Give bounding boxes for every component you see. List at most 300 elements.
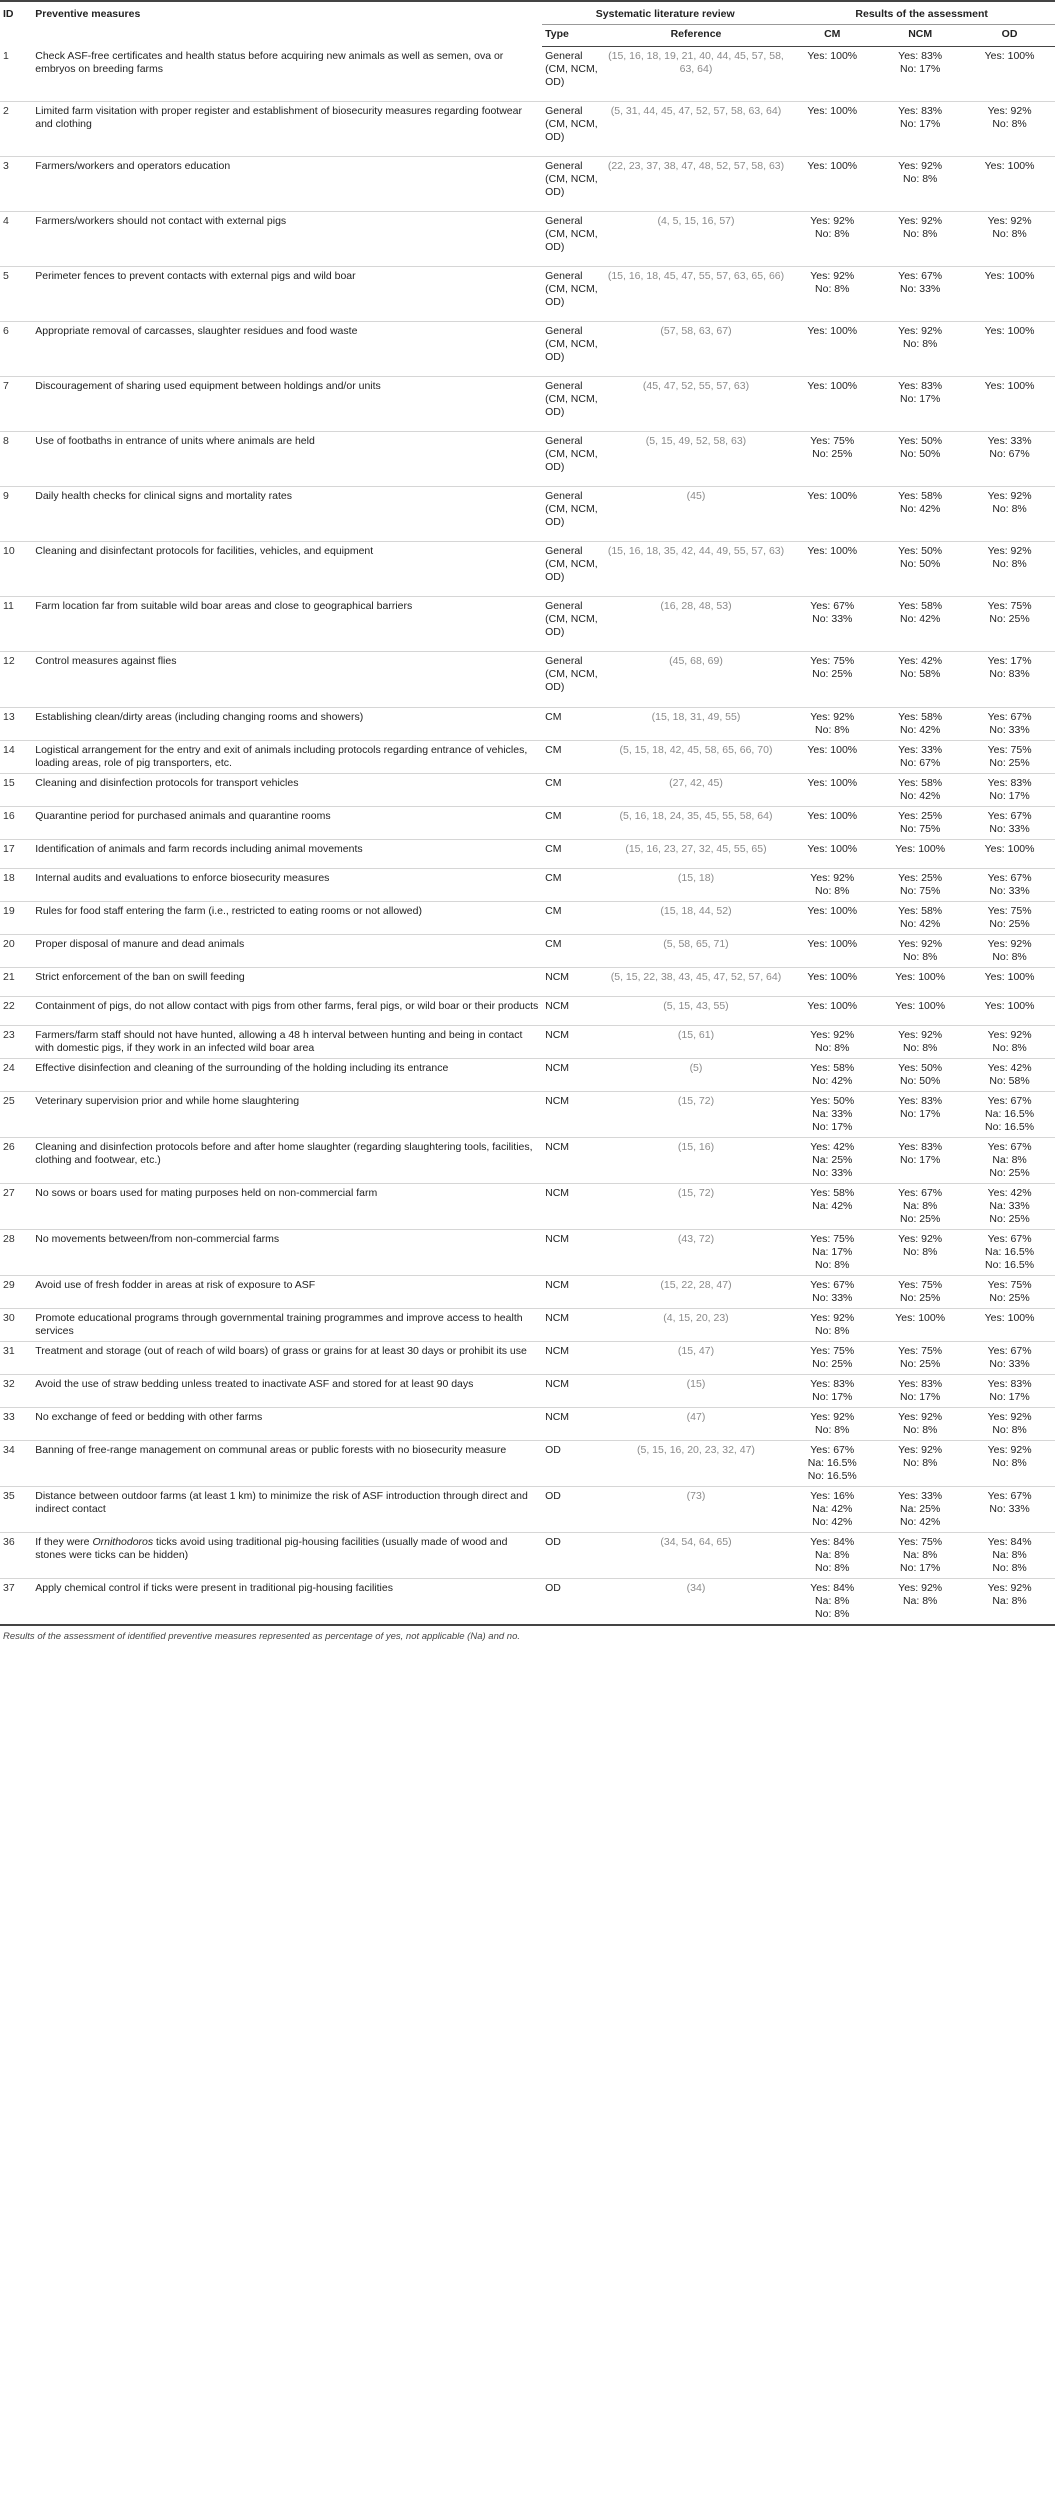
result-ncm	[876, 1342, 964, 1375]
result-value: No: 8%	[815, 1424, 850, 1436]
result-value: Na: 8%	[992, 1549, 1027, 1561]
measure-type: General (CM, NCM, OD)	[542, 377, 604, 432]
preventive-measure: Limited farm visitation with proper register and establishment of biosecurity measures regarding footwear and clothing	[32, 102, 542, 157]
result-cm	[788, 377, 876, 432]
table-row	[0, 968, 1055, 997]
row-id: 35	[0, 1487, 32, 1533]
row-id: 20	[0, 935, 32, 968]
result-cm	[788, 1342, 876, 1375]
result-value: Yes: 92%	[987, 1411, 1032, 1423]
preventive-measure: No sows or boars used for mating purposes held on non-commercial farm	[32, 1184, 542, 1230]
result-cm	[788, 1184, 876, 1230]
result-value: No: 8%	[992, 228, 1027, 240]
result-cm	[788, 157, 876, 212]
table-row	[0, 267, 1055, 322]
result-value: Yes: 100%	[807, 744, 858, 756]
measure-type: CM	[542, 935, 604, 968]
result-od	[964, 869, 1055, 902]
result-od	[964, 1276, 1055, 1309]
result-cm	[788, 597, 876, 652]
references: (15, 47)	[604, 1342, 789, 1375]
row-id: 24	[0, 1059, 32, 1092]
result-ncm	[876, 807, 964, 840]
table-row	[0, 1309, 1055, 1342]
row-id: 30	[0, 1309, 32, 1342]
result-value: Na: 8%	[815, 1595, 850, 1607]
result-value: No: 33%	[989, 724, 1030, 736]
result-od	[964, 432, 1055, 487]
result-value: No: 17%	[812, 1121, 853, 1133]
result-value: Yes: 100%	[984, 270, 1035, 282]
result-value: Yes: 75%	[810, 1345, 855, 1357]
table-row	[0, 1092, 1055, 1138]
references: (15, 16, 18, 19, 21, 40, 44, 45, 57, 58, 63, 64)	[604, 47, 789, 102]
result-value: Yes: 92%	[810, 1411, 855, 1423]
result-cm	[788, 1026, 876, 1059]
result-value: No: 42%	[900, 503, 941, 515]
row-id: 7	[0, 377, 32, 432]
preventive-measure: Avoid the use of straw bedding unless treated to inactivate ASF and stored for at least 90 days	[32, 1375, 542, 1408]
result-ncm	[876, 47, 964, 102]
result-value: No: 58%	[989, 1075, 1030, 1087]
result-value: Yes: 75%	[898, 1279, 943, 1291]
result-value: Yes: 67%	[987, 1233, 1032, 1245]
row-id: 11	[0, 597, 32, 652]
result-value: Yes: 50%	[898, 1062, 943, 1074]
result-ncm	[876, 487, 964, 542]
preventive-measure: Rules for food staff entering the farm (i.e., restricted to eating rooms or not allowed)	[32, 902, 542, 935]
result-value: No: 8%	[992, 1042, 1027, 1054]
result-value: Yes: 42%	[987, 1187, 1032, 1199]
result-ncm	[876, 1184, 964, 1230]
result-value: No: 16.5%	[985, 1121, 1035, 1133]
result-value: Yes: 16%	[810, 1490, 855, 1502]
result-cm	[788, 267, 876, 322]
result-value: Yes: 92%	[810, 270, 855, 282]
result-cm	[788, 1408, 876, 1441]
result-cm	[788, 840, 876, 869]
result-value: Yes: 67%	[987, 872, 1032, 884]
references: (5)	[604, 1059, 789, 1092]
references: (34)	[604, 1579, 789, 1626]
result-value: No: 67%	[900, 757, 941, 769]
result-value: No: 17%	[900, 118, 941, 130]
result-value: No: 8%	[902, 338, 938, 350]
measure-type: NCM	[542, 1309, 604, 1342]
result-cm	[788, 935, 876, 968]
table-row	[0, 102, 1055, 157]
result-value: Na: 16.5%	[985, 1246, 1035, 1258]
result-ncm	[876, 157, 964, 212]
measure-type: CM	[542, 708, 604, 741]
result-value: Yes: 92%	[987, 545, 1032, 557]
result-value: Yes: 92%	[987, 215, 1032, 227]
row-id: 25	[0, 1092, 32, 1138]
row-id: 5	[0, 267, 32, 322]
table-row	[0, 1487, 1055, 1533]
measure-text-part: Ornithodoros	[92, 1536, 154, 1548]
table-row	[0, 1276, 1055, 1309]
result-value: No: 25%	[989, 918, 1030, 930]
result-value: Yes: 92%	[898, 325, 943, 337]
result-value: Na: 8%	[992, 1154, 1027, 1166]
header-results-group: Results of the assessment	[788, 1, 1055, 25]
result-ncm	[876, 869, 964, 902]
preventive-measure: Avoid use of fresh fodder in areas at risk of exposure to ASF	[32, 1276, 542, 1309]
result-value: Yes: 92%	[898, 160, 943, 172]
preventive-measure: Establishing clean/dirty areas (including changing rooms and showers)	[32, 708, 542, 741]
row-id: 33	[0, 1408, 32, 1441]
references: (15, 22, 28, 47)	[604, 1276, 789, 1309]
result-cm	[788, 1375, 876, 1408]
result-value: Yes: 100%	[807, 545, 858, 557]
result-ncm	[876, 1579, 964, 1626]
table-row	[0, 652, 1055, 708]
result-value: No: 33%	[812, 1292, 853, 1304]
result-value: Na: 8%	[902, 1200, 938, 1212]
row-id: 23	[0, 1026, 32, 1059]
preventive-measure: Perimeter fences to prevent contacts with external pigs and wild boar	[32, 267, 542, 322]
table-row	[0, 1026, 1055, 1059]
result-value: Yes: 33%	[898, 744, 943, 756]
result-value: No: 42%	[812, 1075, 853, 1087]
result-value: Yes: 100%	[984, 1312, 1035, 1324]
result-value: No: 8%	[992, 1424, 1027, 1436]
result-cm	[788, 997, 876, 1026]
row-id: 10	[0, 542, 32, 597]
row-id: 3	[0, 157, 32, 212]
table-row	[0, 377, 1055, 432]
result-od	[964, 1059, 1055, 1092]
row-id: 6	[0, 322, 32, 377]
measure-type: CM	[542, 807, 604, 840]
result-value: Yes: 75%	[898, 1536, 943, 1548]
result-od	[964, 1487, 1055, 1533]
header-id: ID	[0, 1, 32, 47]
table-row	[0, 1230, 1055, 1276]
measure-type: General (CM, NCM, OD)	[542, 652, 604, 708]
result-value: No: 58%	[900, 668, 941, 680]
result-value: Yes: 67%	[987, 1141, 1032, 1153]
result-value: Yes: 58%	[898, 490, 943, 502]
result-cm	[788, 432, 876, 487]
table-row	[0, 1441, 1055, 1487]
result-value: Na: 25%	[900, 1503, 941, 1515]
result-cm	[788, 542, 876, 597]
references: (5, 31, 44, 45, 47, 52, 57, 58, 63, 64)	[604, 102, 789, 157]
result-value: Yes: 50%	[898, 545, 943, 557]
result-value: No: 8%	[815, 228, 850, 240]
result-cm	[788, 1138, 876, 1184]
row-id: 22	[0, 997, 32, 1026]
result-value: Yes: 100%	[984, 1000, 1035, 1012]
result-value: Yes: 92%	[898, 1444, 943, 1456]
result-value: Na: 16.5%	[807, 1457, 857, 1469]
result-ncm	[876, 1092, 964, 1138]
result-od	[964, 1026, 1055, 1059]
result-ncm	[876, 997, 964, 1026]
row-id: 18	[0, 869, 32, 902]
measure-type: General (CM, NCM, OD)	[542, 597, 604, 652]
result-ncm	[876, 708, 964, 741]
result-cm	[788, 47, 876, 102]
references: (16, 28, 48, 53)	[604, 597, 789, 652]
references: (22, 23, 37, 38, 47, 48, 52, 57, 58, 63)	[604, 157, 789, 212]
measure-type: NCM	[542, 1026, 604, 1059]
result-value: No: 25%	[900, 1292, 941, 1304]
result-value: No: 8%	[815, 1042, 850, 1054]
result-cm	[788, 741, 876, 774]
result-value: Yes: 100%	[984, 325, 1035, 337]
result-value: No: 42%	[812, 1516, 853, 1528]
result-od	[964, 1533, 1055, 1579]
result-value: Yes: 92%	[810, 711, 855, 723]
references: (5, 15, 18, 42, 45, 58, 65, 66, 70)	[604, 741, 789, 774]
result-value: Yes: 100%	[984, 50, 1035, 62]
table-caption: Results of the assessment of identified preventive measures represented as percentage of yes, not applicable (Na) and no.	[3, 1631, 520, 1642]
result-value: No: 50%	[900, 1075, 941, 1087]
table-row	[0, 708, 1055, 741]
header-ncm: NCM	[876, 25, 964, 47]
result-value: Yes: 100%	[807, 490, 858, 502]
references: (15, 16, 23, 27, 32, 45, 55, 65)	[604, 840, 789, 869]
row-id: 28	[0, 1230, 32, 1276]
table-row	[0, 1138, 1055, 1184]
result-value: No: 33%	[812, 1167, 853, 1179]
result-od	[964, 1408, 1055, 1441]
result-od	[964, 807, 1055, 840]
result-value: Yes: 67%	[987, 711, 1032, 723]
row-id: 4	[0, 212, 32, 267]
table-row	[0, 1342, 1055, 1375]
row-id: 26	[0, 1138, 32, 1184]
table-row	[0, 902, 1055, 935]
table-row	[0, 212, 1055, 267]
result-ncm	[876, 1059, 964, 1092]
references: (5, 15, 16, 20, 23, 32, 47)	[604, 1441, 789, 1487]
result-value: No: 8%	[992, 951, 1027, 963]
result-value: Yes: 100%	[895, 1312, 946, 1324]
preventive-measure: Farmers/workers should not contact with external pigs	[32, 212, 542, 267]
result-value: No: 8%	[815, 283, 850, 295]
result-value: Na: 8%	[815, 1549, 850, 1561]
result-od	[964, 741, 1055, 774]
result-value: Yes: 67%	[810, 1279, 855, 1291]
result-value: Yes: 100%	[807, 50, 858, 62]
table-row	[0, 869, 1055, 902]
measure-type: NCM	[542, 997, 604, 1026]
result-od	[964, 1092, 1055, 1138]
result-ncm	[876, 652, 964, 708]
result-value: Yes: 92%	[987, 1444, 1032, 1456]
result-value: Yes: 83%	[898, 1141, 943, 1153]
result-value: Yes: 100%	[895, 971, 946, 983]
references: (34, 54, 64, 65)	[604, 1533, 789, 1579]
result-od	[964, 968, 1055, 997]
result-value: Yes: 92%	[898, 1411, 943, 1423]
result-value: Yes: 75%	[898, 1345, 943, 1357]
result-value: Yes: 92%	[810, 872, 855, 884]
result-value: No: 33%	[989, 885, 1030, 897]
result-value: Yes: 100%	[807, 905, 858, 917]
preventive-measure: Check ASF-free certificates and health status before acquiring new animals as well as semen, ova or embryos on breeding farms	[32, 47, 542, 102]
result-value: Yes: 92%	[898, 1029, 943, 1041]
result-value: No: 42%	[900, 613, 941, 625]
table-row	[0, 1533, 1055, 1579]
result-value: Yes: 83%	[898, 1095, 943, 1107]
row-id: 15	[0, 774, 32, 807]
table-row	[0, 322, 1055, 377]
row-id: 37	[0, 1579, 32, 1626]
result-value: No: 33%	[989, 1503, 1030, 1515]
result-value: No: 8%	[992, 503, 1027, 515]
table-row	[0, 1408, 1055, 1441]
measure-type: General (CM, NCM, OD)	[542, 487, 604, 542]
references: (57, 58, 63, 67)	[604, 322, 789, 377]
result-od	[964, 1309, 1055, 1342]
result-value: Yes: 100%	[895, 1000, 946, 1012]
result-od	[964, 542, 1055, 597]
result-od	[964, 267, 1055, 322]
table-row	[0, 840, 1055, 869]
references: (45, 47, 52, 55, 57, 63)	[604, 377, 789, 432]
result-value: Yes: 17%	[987, 655, 1032, 667]
result-od	[964, 935, 1055, 968]
result-value: Na: 33%	[812, 1108, 853, 1120]
result-value: No: 25%	[812, 668, 853, 680]
result-ncm	[876, 741, 964, 774]
result-od	[964, 47, 1055, 102]
measure-type: NCM	[542, 1230, 604, 1276]
result-value: No: 75%	[900, 823, 941, 835]
result-cm	[788, 1092, 876, 1138]
references: (5, 15, 49, 52, 58, 63)	[604, 432, 789, 487]
row-id: 31	[0, 1342, 32, 1375]
references: (15, 18, 31, 49, 55)	[604, 708, 789, 741]
result-value: Yes: 92%	[987, 490, 1032, 502]
result-value: No: 8%	[815, 1259, 850, 1271]
preventive-measure: Farmers/farm staff should not have hunted, allowing a 48 h interval between hunting and being in contact with domestic pigs, if they work in an infected wild boar area	[32, 1026, 542, 1059]
result-value: Yes: 25%	[898, 872, 943, 884]
header-reference: Reference	[604, 25, 789, 47]
header-cm: CM	[788, 25, 876, 47]
table-row	[0, 935, 1055, 968]
result-value: Yes: 58%	[898, 600, 943, 612]
result-value: Yes: 100%	[984, 971, 1035, 983]
result-ncm	[876, 774, 964, 807]
result-ncm	[876, 1375, 964, 1408]
result-value: Yes: 75%	[987, 600, 1032, 612]
result-value: Na: 25%	[812, 1154, 853, 1166]
row-id: 13	[0, 708, 32, 741]
result-value: Yes: 83%	[898, 105, 943, 117]
result-value: Yes: 100%	[807, 777, 858, 789]
result-ncm	[876, 1138, 964, 1184]
measure-type: NCM	[542, 1408, 604, 1441]
result-cm	[788, 1276, 876, 1309]
result-od	[964, 1441, 1055, 1487]
result-value: Yes: 83%	[810, 1378, 855, 1390]
result-cm	[788, 807, 876, 840]
result-cm	[788, 1230, 876, 1276]
row-id: 21	[0, 968, 32, 997]
result-value: Yes: 100%	[807, 971, 858, 983]
result-value: No: 17%	[900, 393, 941, 405]
result-value: No: 33%	[989, 823, 1030, 835]
result-ncm	[876, 597, 964, 652]
result-value: Yes: 42%	[987, 1062, 1032, 1074]
measure-type: CM	[542, 869, 604, 902]
result-cm	[788, 1441, 876, 1487]
measure-text-part: ticks avoid using traditional pig-housing facilities (usually made of wood and stones were ticks can be hidden)	[35, 1536, 508, 1561]
preventive-measure: Effective disinfection and cleaning of the surrounding of the holding including its entrance	[32, 1059, 542, 1092]
measure-type: CM	[542, 774, 604, 807]
table-row	[0, 807, 1055, 840]
preventive-measure: Control measures against flies	[32, 652, 542, 708]
result-value: Yes: 100%	[984, 380, 1035, 392]
result-value: Yes: 50%	[898, 435, 943, 447]
preventive-measure: Apply chemical control if ticks were present in traditional pig-housing facilities	[32, 1579, 542, 1626]
result-value: Yes: 50%	[810, 1095, 855, 1107]
result-value: No: 8%	[902, 951, 938, 963]
preventive-measure: Logistical arrangement for the entry and exit of animals including protocols regarding entrance of vehicles, loading areas, role of pig transporters, etc.	[32, 741, 542, 774]
result-od	[964, 212, 1055, 267]
measure-type: OD	[542, 1533, 604, 1579]
result-value: No: 25%	[989, 1292, 1030, 1304]
references: (73)	[604, 1487, 789, 1533]
result-value: Yes: 58%	[810, 1187, 855, 1199]
references: (45)	[604, 487, 789, 542]
result-cm	[788, 869, 876, 902]
result-cm	[788, 774, 876, 807]
result-cm	[788, 322, 876, 377]
references: (15, 18, 44, 52)	[604, 902, 789, 935]
result-value: Yes: 67%	[810, 600, 855, 612]
result-value: Yes: 100%	[984, 843, 1035, 855]
measure-type: General (CM, NCM, OD)	[542, 432, 604, 487]
result-value: Yes: 100%	[807, 380, 858, 392]
result-value: No: 8%	[902, 1246, 938, 1258]
result-value: Yes: 33%	[898, 1490, 943, 1502]
references: (15, 72)	[604, 1184, 789, 1230]
preventive-measure: Appropriate removal of carcasses, slaughter residues and food waste	[32, 322, 542, 377]
result-ncm	[876, 1487, 964, 1533]
result-value: Yes: 58%	[898, 711, 943, 723]
preventive-measure: Identification of animals and farm records including animal movements	[32, 840, 542, 869]
result-cm	[788, 212, 876, 267]
result-value: No: 25%	[989, 613, 1030, 625]
measure-type: NCM	[542, 968, 604, 997]
result-value: Na: 33%	[989, 1200, 1030, 1212]
result-value: Yes: 75%	[810, 1233, 855, 1245]
result-od	[964, 774, 1055, 807]
table-row	[0, 157, 1055, 212]
result-value: No: 25%	[989, 1213, 1030, 1225]
result-ncm	[876, 1309, 964, 1342]
result-value: Na: 17%	[812, 1246, 853, 1258]
row-id: 2	[0, 102, 32, 157]
result-value: No: 8%	[992, 1562, 1027, 1574]
result-value: No: 8%	[902, 228, 938, 240]
result-ncm	[876, 1441, 964, 1487]
result-value: Yes: 100%	[807, 105, 858, 117]
result-value: Yes: 84%	[810, 1582, 855, 1594]
result-value: No: 16.5%	[985, 1259, 1035, 1271]
result-od	[964, 102, 1055, 157]
measure-type: General (CM, NCM, OD)	[542, 102, 604, 157]
result-cm	[788, 1059, 876, 1092]
result-value: Yes: 83%	[987, 1378, 1032, 1390]
